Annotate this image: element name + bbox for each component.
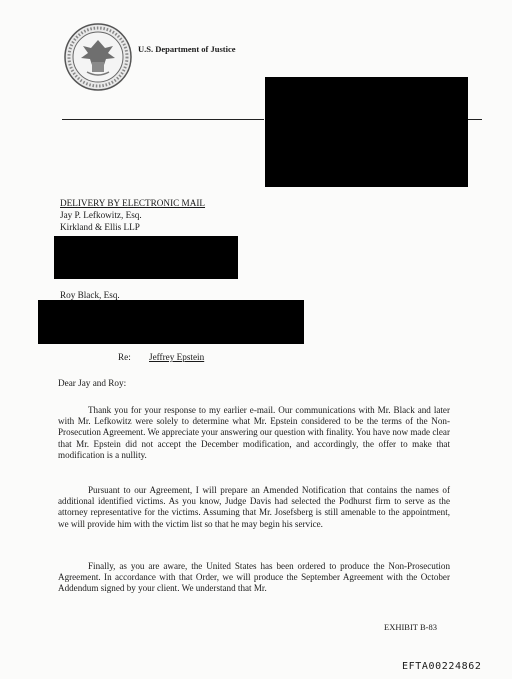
redaction-header-block — [265, 77, 468, 187]
bates-number: EFTA00224862 — [402, 661, 482, 672]
delivery-method: DELIVERY BY ELECTRONIC MAIL — [60, 198, 206, 208]
addressee-name-2: Roy Black, Esq. — [60, 290, 120, 300]
doj-seal-icon — [63, 22, 133, 92]
exhibit-label: EXHIBIT B-83 — [384, 622, 437, 632]
body-paragraph-1 — [58, 405, 450, 461]
paragraph-text: Finally, as you are aware, the United States has been ordered to produce the Non-Prosecution Agreement. In accordance with that Order, we will produce the September Agreement with the October Addendum signed by your client. We understand that Mr. — [58, 561, 450, 594]
department-name: U.S. Department of Justice — [138, 44, 236, 54]
redaction-address-1 — [54, 236, 238, 279]
body-paragraph-2 — [58, 485, 450, 530]
paragraph-text: Pursuant to our Agreement, I will prepare an Amended Notification that contains the names of additional identified victims. As you know, Judge Davis had selected the Podhurst firm to serve as the attorney representative for the victims. Assuming that Mr. Josefsberg is still amenable to the appointment, we will provide him with the victim list so that he may begin his service. — [58, 485, 450, 529]
header-rule-right — [468, 119, 482, 120]
body-paragraph-3 — [58, 561, 450, 595]
redaction-address-2 — [38, 300, 304, 344]
addressee-name-1: Jay P. Lefkowitz, Esq. — [60, 210, 142, 220]
re-label: Re: — [118, 352, 131, 362]
header-rule — [62, 119, 264, 120]
addressee-firm-1: Kirkland & Ellis LLP — [60, 222, 140, 232]
paragraph-text: Thank you for your response to my earlier e-mail. Our communications with Mr. Black and later with Mr. Lefkowitz were solely to determine what Mr. Epstein considered to be the terms of the Non-Prosecution Agreement. We appreciate your answering our question with finality. You have now made clear that Mr. Epstein did not accept the December modification, and accordingly, the offer to make that modification is a nullity. — [58, 405, 450, 460]
salutation: Dear Jay and Roy: — [58, 378, 127, 388]
re-subject: Jeffrey Epstein — [149, 352, 205, 362]
